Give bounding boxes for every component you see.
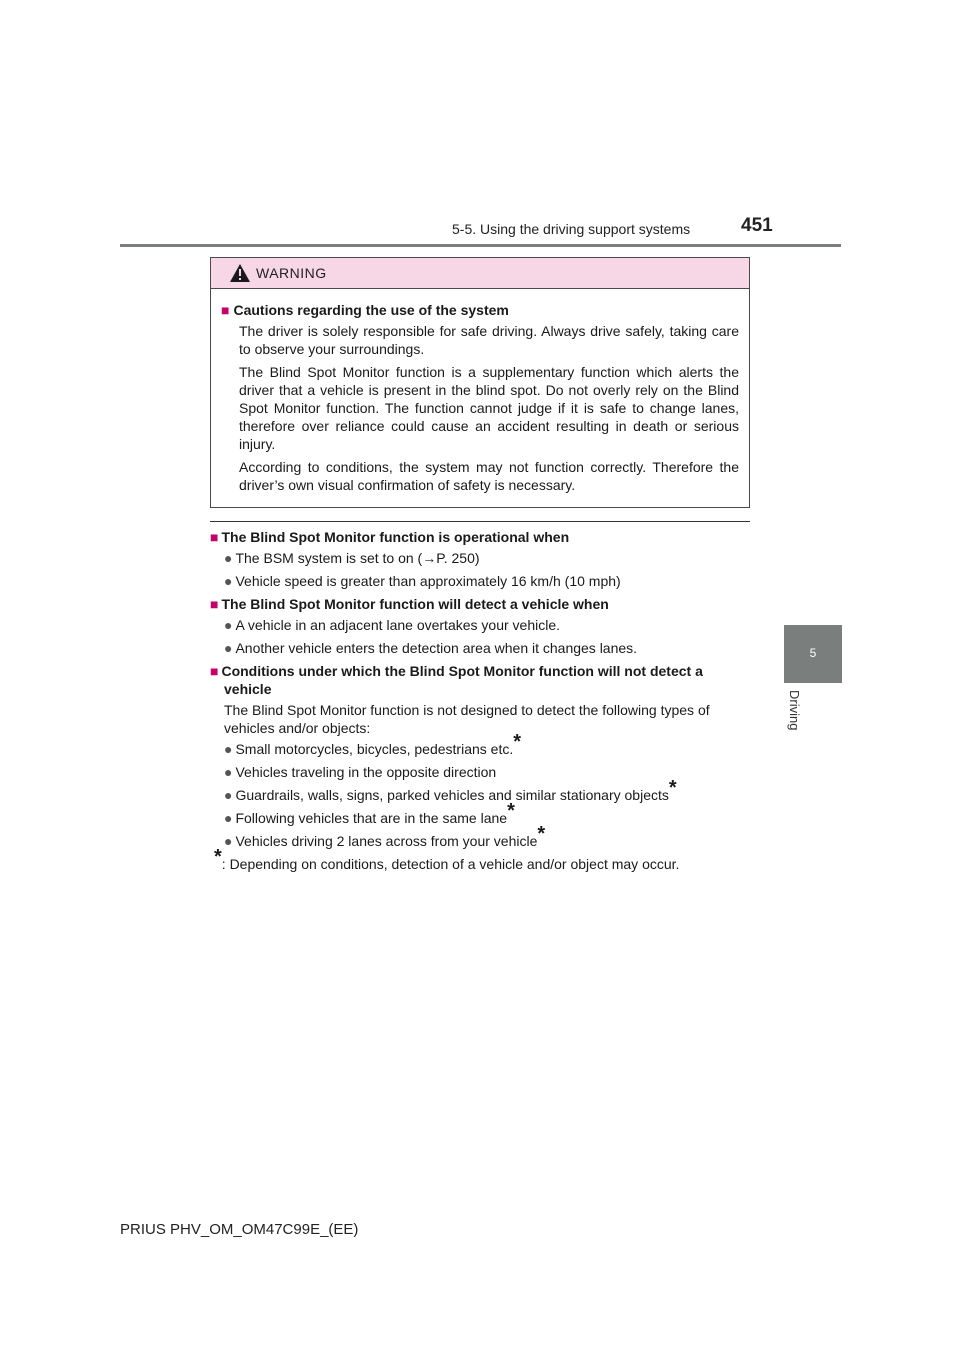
- footnote-star: *: [507, 800, 515, 822]
- section-heading-text: The Blind Spot Monitor function is operational when: [221, 529, 570, 545]
- section-heading-text: The Blind Spot Monitor function will detect a vehicle when: [221, 596, 609, 612]
- warning-triangle-icon: [229, 263, 251, 283]
- warning-paragraph: The driver is solely responsible for safe driving. Always drive safely, taking care to observe your surroundings.: [239, 323, 739, 357]
- list-item-text: Vehicles driving 2 lanes across from your vehicle: [235, 833, 538, 849]
- chapter-label: Driving: [787, 690, 802, 731]
- footnote-star: *: [537, 823, 546, 845]
- list-item-text: A vehicle in an adjacent lane overtakes your vehicle.: [235, 617, 560, 633]
- chapter-tab: [784, 625, 842, 683]
- page-number: 451: [741, 215, 773, 236]
- circle-bullet-icon: ●: [224, 573, 233, 589]
- list-item-text: Another vehicle enters the detection area when it changes lanes.: [235, 640, 638, 656]
- list-item-text: Vehicle speed is greater than approximately 16 km/h (10 mph): [235, 573, 621, 589]
- square-bullet-icon: ■: [210, 596, 219, 612]
- circle-bullet-icon: ●: [224, 787, 233, 803]
- square-bullet-icon: ■: [221, 302, 230, 318]
- circle-bullet-icon: ●: [224, 764, 233, 780]
- square-bullet-icon: ■: [210, 663, 219, 679]
- list-item: [224, 800, 750, 827]
- list-item-text: Guardrails, walls, signs, parked vehicles and similar stationary objects: [235, 787, 669, 803]
- warning-paragraph: The Blind Spot Monitor function is a supplementary function which alerts the driver that a vehicle is present in the blind spot. Do not overly rely on the Blind Spot Monitor function. The function cannot judge if it is safe to change lanes, therefore over reliance could cause an accident resulting in death or serious injury.: [239, 364, 739, 452]
- list-item: [224, 731, 750, 758]
- list-item: [224, 777, 750, 804]
- footnote-star: *: [668, 777, 677, 799]
- list-item-text: Small motorcycles, bicycles, pedestrians etc.: [235, 741, 514, 757]
- warning-body: [211, 289, 749, 494]
- warning-heading: [221, 301, 739, 319]
- footer-doc-id: PRIUS PHV_OM_OM47C99E_(EE): [120, 1221, 359, 1238]
- list-item-text: Following vehicles that are in the same lane: [235, 810, 508, 826]
- circle-bullet-icon: ●: [224, 741, 233, 757]
- list-item: [224, 639, 750, 657]
- header-rule: [120, 244, 841, 247]
- section-heading: [210, 595, 750, 613]
- section-heading-text: Conditions under which the Blind Spot Monitor function will not detect a vehicle: [221, 663, 703, 697]
- circle-bullet-icon: ●: [224, 617, 233, 633]
- section-rule: [210, 521, 750, 522]
- circle-bullet-icon: ●: [224, 550, 233, 566]
- warning-header: [211, 258, 749, 289]
- section-heading: [210, 662, 750, 698]
- square-bullet-icon: ■: [210, 529, 219, 545]
- list-item: [224, 549, 750, 567]
- warning-paragraph: According to conditions, the system may not function correctly. Therefore the driver’s own visual confirmation of safety is necessary.: [239, 459, 739, 493]
- list-item: [224, 823, 750, 850]
- list-item-text: Vehicles traveling in the opposite direction: [235, 764, 497, 780]
- section-heading: [210, 528, 750, 546]
- list-item: [224, 616, 750, 634]
- section-intro: The Blind Spot Monitor function is not designed to detect the following types of vehicles and/or objects:: [224, 702, 710, 736]
- header-section-title: 5-5. Using the driving support systems: [452, 221, 691, 237]
- list-item-text: The BSM system is set to on (→P. 250): [235, 550, 480, 566]
- main-content: [210, 528, 750, 873]
- warning-title: WARNING: [256, 265, 327, 281]
- circle-bullet-icon: ●: [224, 640, 233, 656]
- warning-heading-text: Cautions regarding the use of the system: [233, 302, 509, 318]
- circle-bullet-icon: ●: [224, 833, 233, 849]
- footnote: [214, 846, 750, 873]
- chapter-number: 5: [809, 646, 817, 660]
- circle-bullet-icon: ●: [224, 810, 233, 826]
- warning-box: [210, 257, 750, 508]
- footnote-text: : Depending on conditions, detection of a vehicle and/or object may occur.: [221, 856, 680, 872]
- list-item: [224, 572, 750, 590]
- footnote-star: *: [513, 731, 522, 753]
- footnote-star: *: [214, 846, 222, 868]
